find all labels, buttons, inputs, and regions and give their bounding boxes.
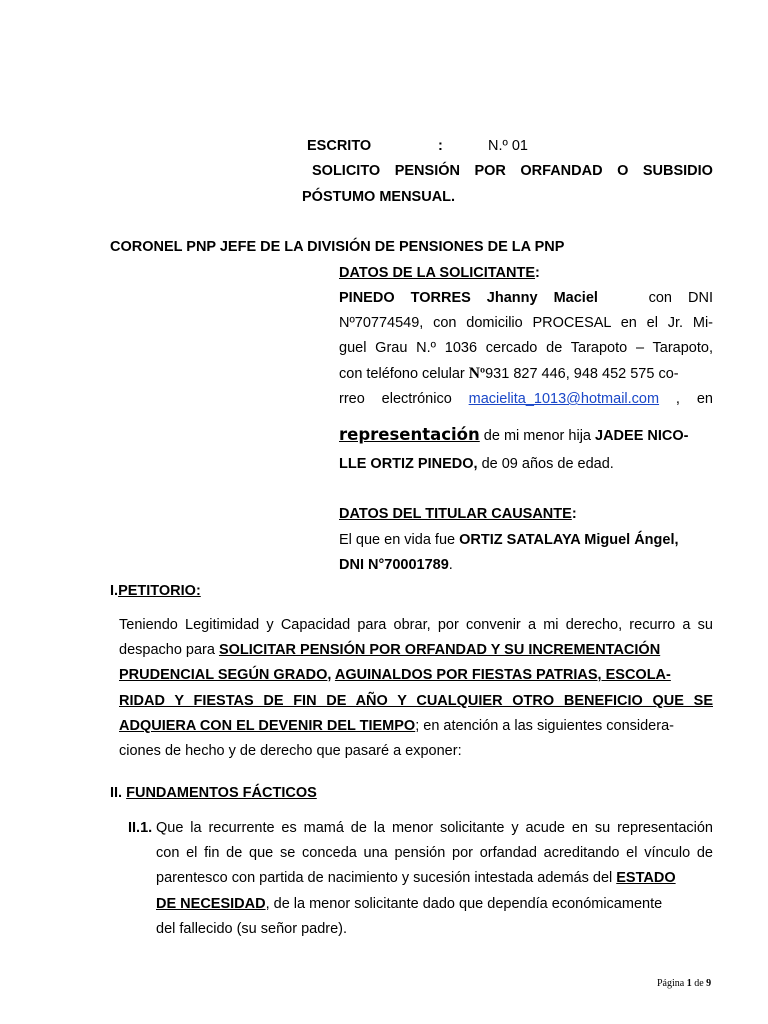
addressee: CORONEL PNP JEFE DE LA DIVISIÓN DE PENSIONES DE LA PNP	[110, 239, 565, 255]
solicito-line1	[312, 161, 713, 181]
text: 931 827 446, 948 452 575 co-	[485, 366, 679, 382]
fundamentos-line2: con el fin de que se conceda una pensión por orfandad acreditando el vínculo de	[156, 845, 713, 861]
child-name-b: LLE ORTIZ PINEDO,	[339, 456, 478, 472]
estado-word: ESTADO	[616, 870, 676, 886]
solicitante-line1	[339, 288, 713, 308]
fundamentos-heading	[110, 783, 317, 803]
colon: :	[571, 506, 577, 522]
current-page: 1	[686, 978, 692, 989]
petitorio-line2	[119, 640, 660, 660]
text: con teléfono celular	[339, 366, 469, 382]
solicitante-heading-text: DATOS DE LA SOLICITANTE	[339, 265, 536, 281]
representacion-word: representación	[339, 425, 480, 444]
email-group	[469, 389, 659, 409]
text: despacho para	[119, 642, 219, 658]
fundamentos-line4	[156, 894, 662, 914]
escrito-colon: :	[438, 138, 443, 154]
word: PENSIÓN	[394, 163, 460, 179]
text: de	[691, 978, 707, 989]
causante-line1	[339, 530, 679, 550]
child-name-a: JADEE NICO-	[595, 428, 689, 444]
text: ; en atención a las siguientes considera-	[415, 718, 674, 734]
petitorio-heading	[110, 581, 201, 601]
solicitante-line4	[339, 364, 679, 384]
text: parentesco con partida de nacimiento y sucesión intestada además del	[156, 870, 617, 886]
word: SUBSIDIO	[642, 163, 713, 179]
solicitante-line7	[339, 454, 614, 474]
text: Página	[657, 978, 687, 989]
email-link[interactable]: macielita_1013@hotmail.com	[468, 391, 660, 407]
escrito-label: ESCRITO	[307, 138, 372, 154]
solicitante-dni-label: con DNI	[648, 290, 713, 306]
solicitante-line2: Nº70774549, con domicilio PROCESAL en el Jr. Mi-	[339, 315, 713, 331]
causante-name: ORTIZ SATALAYA Miguel Ángel,	[459, 532, 679, 548]
fundamentos-line5: del fallecido (su señor padre).	[156, 921, 348, 937]
petitorio-line1: Teniendo Legitimidad y Capacidad para obrar, por convenir a mi derecho, recurro a su	[119, 617, 713, 633]
text: .	[448, 557, 453, 573]
text: , de la menor solicitante dado que dependía económicamente	[265, 896, 663, 912]
page-footer	[657, 978, 711, 989]
causante-dni: DNI N°70001789	[339, 557, 449, 573]
petitorio-line3	[119, 665, 671, 685]
solicitante-name: PINEDO TORRES Jhanny Maciel	[339, 290, 598, 306]
section-number: II.	[110, 785, 123, 801]
text: ,	[327, 667, 335, 683]
text: El que en vida fue	[339, 532, 460, 548]
item-number: II.1.	[128, 820, 153, 836]
causante-heading-text: DATOS DEL TITULAR CAUSANTE	[339, 506, 572, 522]
section-number: I.	[110, 583, 119, 599]
word: SOLICITO	[312, 163, 381, 179]
word: POR	[474, 163, 506, 179]
total-pages: 9	[706, 978, 712, 989]
petitorio-request-a: SOLICITAR PENSIÓN POR ORFANDAD Y SU INCREMENTACIÓN	[218, 642, 661, 658]
text: en	[696, 391, 713, 407]
solicito-line2: PÓSTUMO MENSUAL.	[302, 189, 456, 205]
petitorio-line6: ciones de hecho y de derecho que pasaré a exponer:	[119, 743, 462, 759]
text: electrónico	[381, 391, 452, 407]
petitorio-request-d: ADQUIERA CON EL DEVENIR DEL TIEMPO	[119, 718, 416, 734]
word: O	[617, 163, 629, 179]
text: rreo	[339, 391, 365, 407]
necesidad-word: DE NECESIDAD	[156, 896, 266, 912]
petitorio-line5	[119, 716, 674, 736]
petitorio-request-b: PRUDENCIAL SEGÚN GRADO	[119, 667, 328, 683]
petitorio-heading-text: PETITORIO:	[118, 583, 201, 599]
petitorio-line4: RIDAD Y FIESTAS DE FIN DE AÑO Y CUALQUIER OTRO BENEFICIO QUE SE	[119, 693, 713, 709]
solicitante-line5	[339, 389, 713, 409]
solicitante-line6	[339, 425, 688, 446]
causante-heading	[339, 504, 577, 524]
word: ORFANDAD	[520, 163, 603, 179]
fundamentos-heading-text: FUNDAMENTOS FÁCTICOS	[126, 785, 317, 801]
causante-line2	[339, 555, 453, 575]
text: ,	[675, 391, 680, 407]
fundamentos-line3	[156, 868, 676, 888]
colon: :	[535, 265, 540, 281]
escrito-number: N.º 01	[488, 138, 528, 154]
text: de 09 años de edad.	[477, 456, 614, 472]
fundamentos-line1: Que la recurrente es mamá de la menor solicitante y acude en su representación	[156, 820, 713, 836]
petitorio-request-c: AGUINALDOS POR FIESTAS PATRIAS, ESCOLA-	[334, 667, 671, 683]
number-sign: Nº	[468, 365, 486, 382]
solicitante-line3: guel Grau N.º 1036 cercado de Tarapoto – Tarapoto,	[339, 340, 713, 356]
text: de mi menor hija	[479, 428, 596, 444]
solicitante-heading	[339, 263, 540, 283]
